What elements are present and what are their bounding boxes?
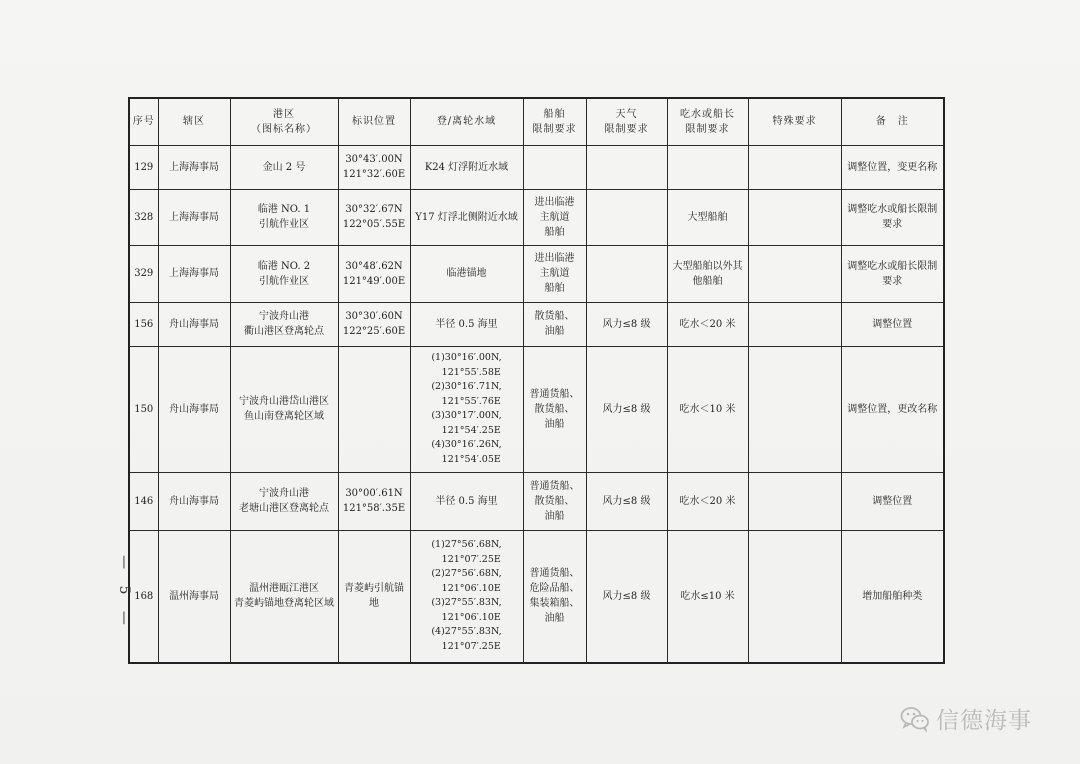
- cell-harbor: 温州港瓯江港区 青菱屿锚地登离轮区域: [230, 530, 338, 663]
- cell-draft: 吃水＜20 米: [667, 302, 748, 346]
- cell-remark: 调整吃水或船长限制要求: [841, 189, 944, 245]
- cell-weather: [586, 189, 667, 245]
- cell-weather: [586, 145, 667, 189]
- cell-remark: 调整位置，更改名称: [841, 346, 944, 472]
- cell-waters: K24 灯浮附近水域: [410, 145, 523, 189]
- header-position: 标识位置: [338, 98, 410, 145]
- header-waters: 登/离轮水域: [410, 98, 523, 145]
- table-row: [129, 245, 944, 302]
- cell-ship: 散货船、 油船: [523, 302, 586, 346]
- cell-harbor: 金山 2 号: [230, 145, 338, 189]
- pilot-boarding-table: [128, 97, 945, 664]
- cell-district: 舟山海事局: [158, 346, 230, 472]
- cell-draft: 吃水＜20 米: [667, 472, 748, 530]
- table-row: [129, 302, 944, 346]
- table-row: [129, 472, 944, 530]
- cell-waters: 半径 0.5 海里: [410, 472, 523, 530]
- cell-district: 温州海事局: [158, 530, 230, 663]
- header-remark: 备 注: [841, 98, 944, 145]
- cell-district: 舟山海事局: [158, 472, 230, 530]
- cell-district: 上海海事局: [158, 245, 230, 302]
- watermark: [900, 702, 1032, 735]
- header-ship: 船舶 限制要求: [523, 98, 586, 145]
- cell-harbor: 宁波舟山港 衢山港区登离轮点: [230, 302, 338, 346]
- cell-district: 上海海事局: [158, 145, 230, 189]
- cell-position: 30°32′.67N 122°05′.55E: [338, 189, 410, 245]
- table-row: [129, 346, 944, 472]
- header-special: 特殊要求: [748, 98, 841, 145]
- cell-district: 上海海事局: [158, 189, 230, 245]
- header-harbor: 港区 （图标名称）: [230, 98, 338, 145]
- cell-draft: 吃水≤10 米: [667, 530, 748, 663]
- cell-ship: 进出临港 主航道 船舶: [523, 245, 586, 302]
- header-weather: 天气 限制要求: [586, 98, 667, 145]
- cell-ship: 普通货船、 散货船、 油船: [523, 346, 586, 472]
- cell-waters: 半径 0.5 海里: [410, 302, 523, 346]
- cell-remark: 调整位置: [841, 302, 944, 346]
- cell-special: [748, 145, 841, 189]
- cell-remark: 调整位置: [841, 472, 944, 530]
- cell-weather: 风力≤8 级: [586, 472, 667, 530]
- cell-no: 146: [129, 472, 158, 530]
- cell-weather: 风力≤8 级: [586, 346, 667, 472]
- table-row: [129, 530, 944, 663]
- cell-position: 青菱屿引航锚地: [338, 530, 410, 663]
- cell-draft: [667, 145, 748, 189]
- cell-ship: 普通货船、 散货船、 油船: [523, 472, 586, 530]
- cell-ship: [523, 145, 586, 189]
- cell-special: [748, 245, 841, 302]
- cell-harbor: 临港 NO. 1 引航作业区: [230, 189, 338, 245]
- cell-draft: 吃水＜10 米: [667, 346, 748, 472]
- cell-special: [748, 302, 841, 346]
- header-district: 辖区: [158, 98, 230, 145]
- cell-position: 30°43′.00N 121°32′.60E: [338, 145, 410, 189]
- cell-no: 328: [129, 189, 158, 245]
- cell-no: 150: [129, 346, 158, 472]
- cell-special: [748, 189, 841, 245]
- cell-harbor: 临港 NO. 2 引航作业区: [230, 245, 338, 302]
- cell-harbor: 宁波舟山港岱山港区 鱼山南登离轮区域: [230, 346, 338, 472]
- cell-remark: 调整吃水或船长限制要求: [841, 245, 944, 302]
- cell-position: 30°30′.60N 122°25′.60E: [338, 302, 410, 346]
- cell-district: 舟山海事局: [158, 302, 230, 346]
- cell-no: 156: [129, 302, 158, 346]
- cell-remark: 增加船舶种类: [841, 530, 944, 663]
- cell-draft: 大型船舶: [667, 189, 748, 245]
- cell-ship: 普通货船、 危险品船、 集装箱船、 油船: [523, 530, 586, 663]
- cell-waters: Y17 灯浮北侧附近水域: [410, 189, 523, 245]
- cell-no: 168: [129, 530, 158, 663]
- cell-position: [338, 346, 410, 472]
- cell-harbor: 宁波舟山港 老塘山港区登离轮点: [230, 472, 338, 530]
- cell-position: 30°00′.61N 121°58′.35E: [338, 472, 410, 530]
- cell-no: 329: [129, 245, 158, 302]
- watermark-text: 信德海事: [936, 708, 1032, 734]
- page-number: — 5 —: [116, 555, 132, 631]
- cell-no: 129: [129, 145, 158, 189]
- cell-weather: [586, 245, 667, 302]
- cell-special: [748, 472, 841, 530]
- table-row: [129, 145, 944, 189]
- cell-remark: 调整位置，变更名称: [841, 145, 944, 189]
- cell-special: [748, 346, 841, 472]
- table-row: [129, 189, 944, 245]
- cell-weather: 风力≤8 级: [586, 302, 667, 346]
- cell-weather: 风力≤8 级: [586, 530, 667, 663]
- wechat-icon: [900, 706, 930, 732]
- cell-waters: (1)30°16′.00N, 121°55′.58E (2)30°16′.71N, 121°55′.76E (3)30°17′.00N, 121°54′.25E (4)30°16′.26N, 121°54′.05E: [410, 346, 523, 472]
- cell-position: 30°48′.62N 121°49′.00E: [338, 245, 410, 302]
- cell-waters: 临港锚地: [410, 245, 523, 302]
- cell-special: [748, 530, 841, 663]
- header-no: 序号: [129, 98, 158, 145]
- header-row: [129, 98, 944, 145]
- cell-ship: 进出临港 主航道 船舶: [523, 189, 586, 245]
- cell-draft: 大型船舶以外其他船舶: [667, 245, 748, 302]
- cell-waters: (1)27°56′.68N, 121°07′.25E (2)27°56′.68N, 121°06′.10E (3)27°55′.83N, 121°06′.10E (4)27°55′.83N, 121°07′.25E: [410, 530, 523, 663]
- header-draft: 吃水或船长 限制要求: [667, 98, 748, 145]
